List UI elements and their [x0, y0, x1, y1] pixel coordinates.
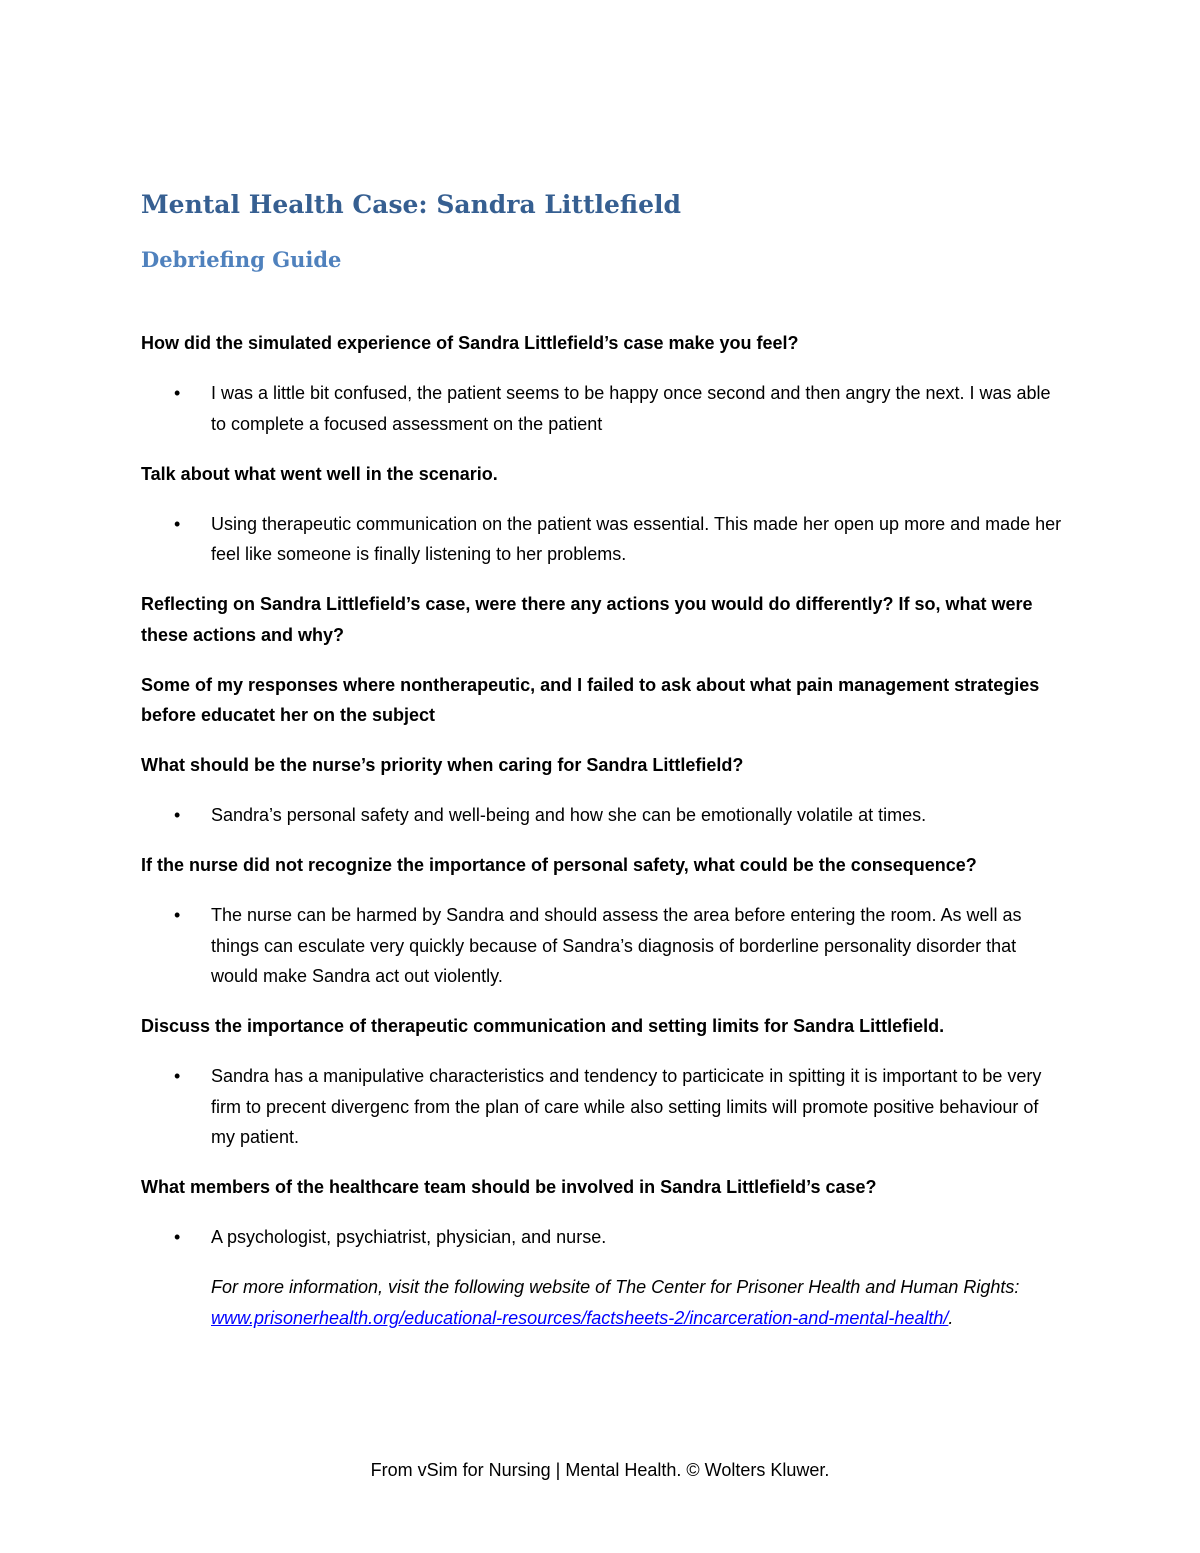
- bullet-icon: •: [174, 1227, 181, 1247]
- page-footer: From vSim for Nursing | Mental Health. © Wolters Kluwer.: [370, 1460, 830, 1480]
- list-item: [141, 509, 1063, 570]
- answer-list-1: [141, 378, 1063, 439]
- question-5: If the nurse did not recognize the importance of personal safety, what could be the consequence?: [141, 855, 977, 875]
- more-info-note: [141, 1272, 1063, 1333]
- question-1: How did the simulated experience of Sandra Littlefield’s case make you feel?: [141, 333, 799, 353]
- more-info-end: .: [948, 1307, 954, 1328]
- page-title: Mental Health Case: Sandra Littlefield: [141, 190, 681, 219]
- page-subtitle: Debriefing Guide: [141, 247, 342, 272]
- bullet-icon: •: [174, 513, 181, 534]
- answer-list-4: [141, 800, 1063, 831]
- answer-1: I was a little bit confused, the patient seems to be happy once second and then angry the next. I was able to complete a focused assessment on the patient: [211, 383, 1051, 434]
- question-2: Talk about what went well in the scenario.: [141, 463, 498, 484]
- answer-list-5: [141, 900, 1063, 992]
- bullet-icon: •: [174, 383, 181, 403]
- bullet-icon: •: [174, 905, 181, 925]
- question-3: Reflecting on Sandra Littlefield’s case, were there any actions you would do differently? If so, what were these actions and why?: [141, 594, 1033, 645]
- prisoner-health-link[interactable]: www.prisonerhealth.org/educational-resources/factsheets-2/incarceration-and-mental-health/: [211, 1307, 949, 1328]
- list-item: [141, 900, 1063, 992]
- bullet-icon: •: [174, 805, 181, 825]
- question-4: What should be the nurse’s priority when caring for Sandra Littlefield?: [141, 755, 744, 775]
- list-item: [141, 1222, 1063, 1253]
- answer-5: The nurse can be harmed by Sandra and should assess the area before entering the room. As well as things can esculate very quickly because of Sandra’s diagnosis of borderline personality disorder that would make Sandra act out violently.: [211, 905, 1022, 986]
- list-item: [141, 1061, 1063, 1153]
- document-body: [141, 328, 1063, 1333]
- answer-2: Using therapeutic communication on the patient was essential. This made her open up more and made her feel like someone is finally listening to her problems.: [211, 513, 1062, 564]
- question-7: What members of the healthcare team should be involved in Sandra Littlefield’s case?: [141, 1177, 877, 1197]
- list-item: [141, 378, 1063, 439]
- answer-list-2: [141, 509, 1063, 570]
- answer-3: Some of my responses where nontherapeutic, and I failed to ask about what pain management strategies before educatet her on the subject: [141, 674, 1040, 725]
- answer-4: Sandra’s personal safety and well-being and how she can be emotionally volatile at times.: [211, 805, 927, 825]
- answer-list-7: [141, 1222, 1063, 1253]
- answer-6: Sandra has a manipulative characteristics and tendency to particicate in spitting it is important to be very firm to precent divergenc from the plan of care while also setting limits will promote positive behaviour of my patient.: [211, 1066, 1042, 1147]
- bullet-icon: •: [174, 1066, 181, 1086]
- question-6: Discuss the importance of therapeutic communication and setting limits for Sandra Littlefield.: [141, 1016, 945, 1036]
- list-item: [141, 800, 1063, 831]
- answer-7: A psychologist, psychiatrist, physician, and nurse.: [211, 1227, 607, 1247]
- more-info-text: For more information, visit the following website of The Center for Prisoner Health and Human Rights:: [211, 1277, 1020, 1297]
- answer-list-6: [141, 1061, 1063, 1153]
